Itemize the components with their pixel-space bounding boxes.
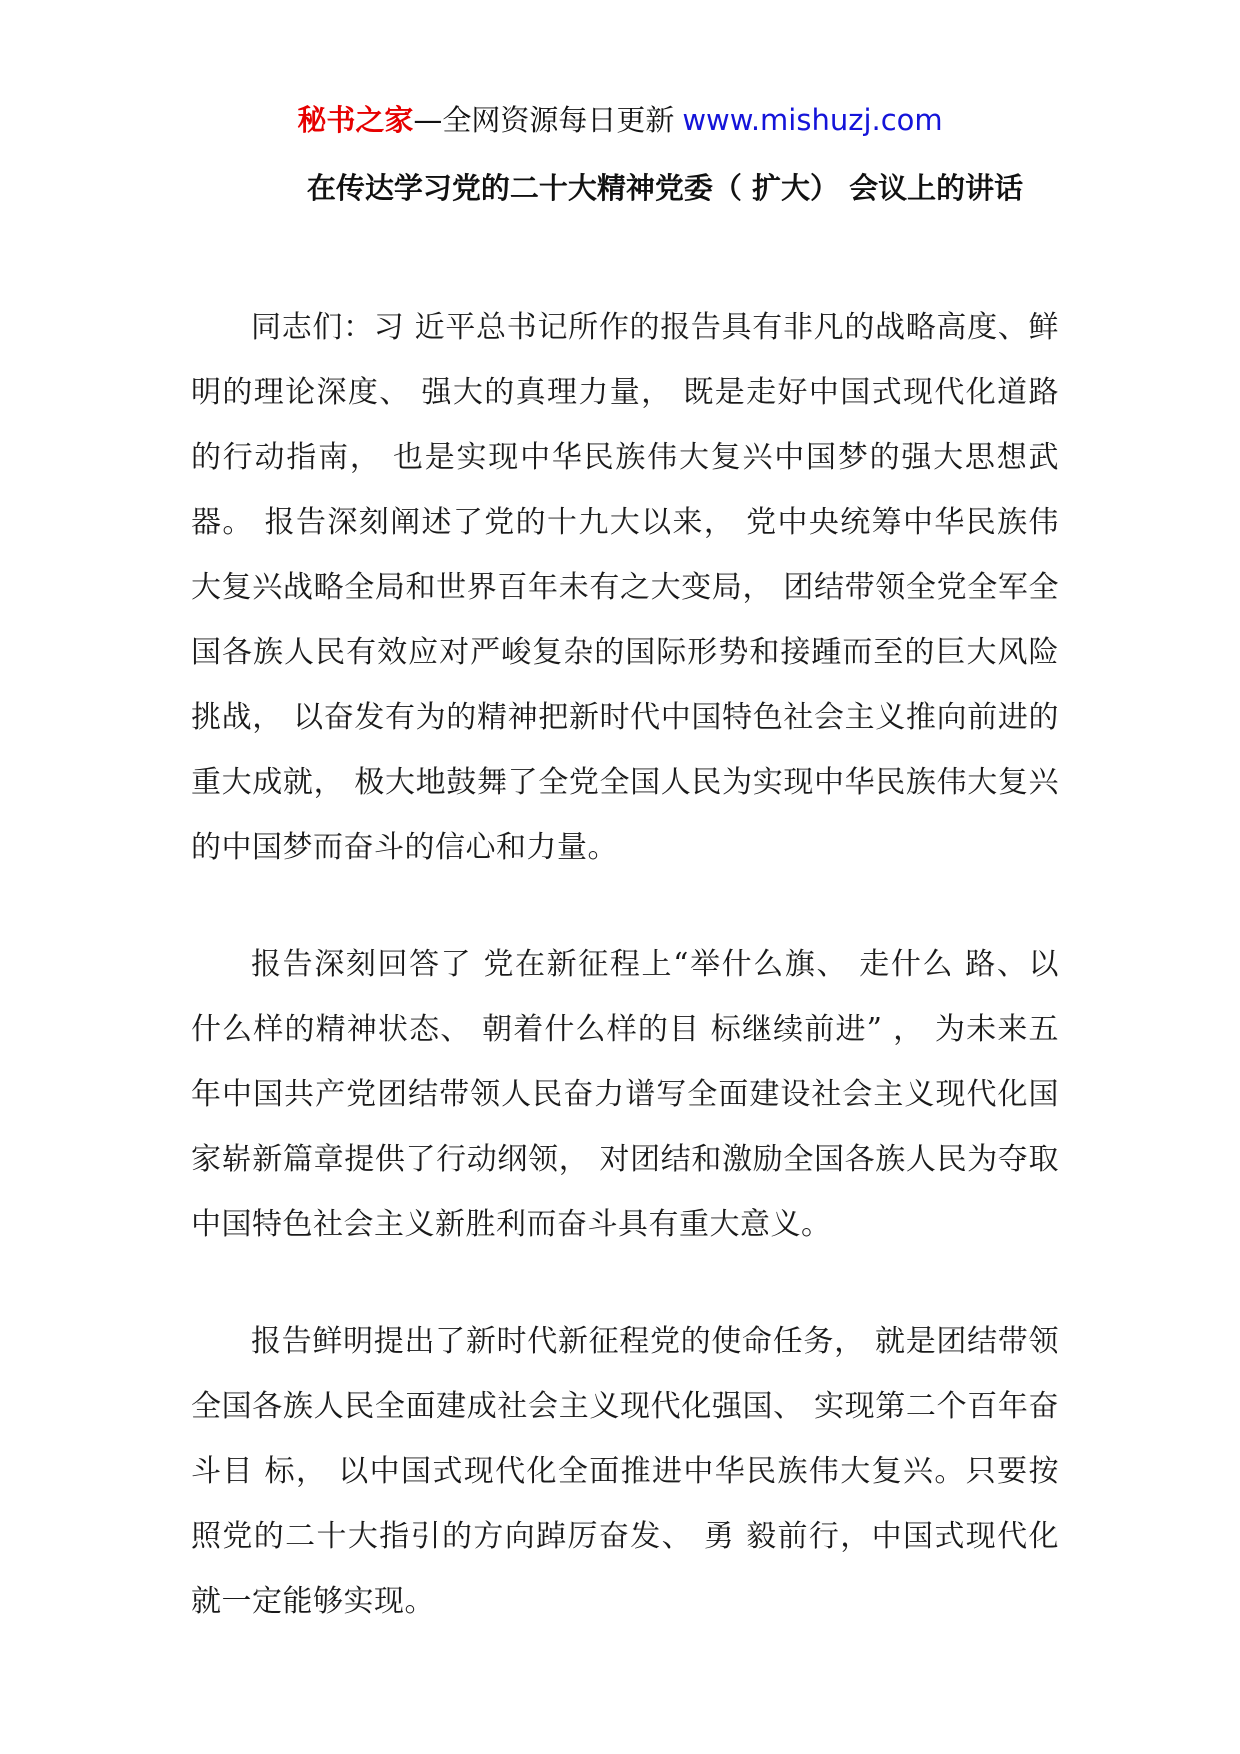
paragraph-2: 报告深刻回答了 党在新征程上“举什么旗、 走什么 路、以什么样的精神状态、 朝着什么样的目 标继续前进” ， 为未来五年中国共产党团结带领人民奋力谱写全面建设社会主义现代化国家崭新篇章提供了行动纲领， 对团结和激励全国各族人民为夺取中国特色社会主义新胜利而奋斗具有重大意义。	[191, 947, 1059, 1242]
site-watermark-header	[0, 100, 1240, 140]
brand-name: 秘书之家	[297, 103, 414, 137]
document-body	[191, 295, 1059, 1686]
paragraph-3: 报告鲜明提出了新时代新征程党的使命任务， 就是团结带领全国各族人民全面建成社会主义现代化强国、 实现第二个百年奋斗目 标， 以中国式现代化全面推进中华民族伟大复兴。只要按照党的二十大指引的方向踔厉奋发、 勇 毅前行，中国式现代化就一定能够实现。	[191, 1324, 1059, 1619]
site-url-link[interactable]: www.mishuzj.com	[682, 103, 943, 137]
header-slogan: 全网资源每日更新	[442, 103, 675, 137]
document-title: 在传达学习党的二十大精神党委（ 扩大） 会议上的讲话	[306, 171, 1024, 205]
header-dash: —	[413, 103, 443, 137]
paragraph-1: 同志们：习 近平总书记所作的报告具有非凡的战略高度、鲜明的理论深度、 强大的真理力量， 既是走好中国式现代化道路的行动指南， 也是实现中华民族伟大复兴中国梦的强大思想武器。 报告深刻阐述了党的十九大以来， 党中央统筹中华民族伟大复兴战略全局和世界百年未有之大变局， 团结带领全党全军全国各族人民有效应对严峻复杂的国际形势和接踵而至的巨大风险挑战， 以奋发有为的精神把新时代中国特色社会主义推向前进的重大成就， 极大地鼓舞了全党全国人民为实现中华民族伟大复兴的中国梦而奋斗的信心和力量。	[191, 310, 1059, 865]
